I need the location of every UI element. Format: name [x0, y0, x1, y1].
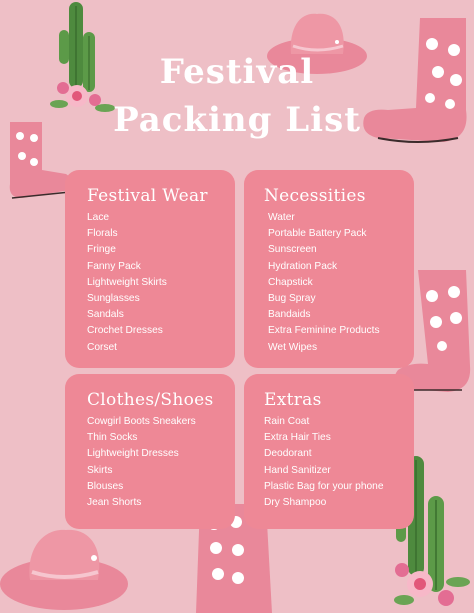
list-item: Water	[268, 212, 295, 223]
list-item: Sunscreen	[268, 244, 317, 256]
cowboy-hat-icon	[0, 520, 132, 613]
extras-list	[264, 414, 414, 511]
clothes-shoes-list	[85, 414, 235, 511]
list-item: Wet Wipes	[268, 341, 318, 353]
list-item: Skirts	[87, 464, 113, 476]
list-item: Plastic Bag for your phone	[264, 480, 384, 492]
festival-wear-heading: Festival Wear	[87, 186, 208, 206]
page-title-line2: Packing List	[113, 100, 361, 140]
list-item: Dry Shampoo	[264, 496, 327, 508]
list-item: Jean Shorts	[87, 496, 142, 508]
list-item: Thin Socks	[87, 432, 138, 444]
necessities-list	[264, 210, 414, 356]
list-item: Deodorant	[264, 448, 312, 460]
extras-heading: Extras	[264, 390, 322, 410]
necessities-heading: Necessities	[264, 186, 366, 206]
page-title-line1: Festival	[159, 52, 315, 92]
list-item: Crochet Dresses	[87, 325, 163, 337]
list-item: Chapstick	[268, 276, 313, 288]
list-item: Hand Sanitizer	[264, 464, 331, 476]
list-item: Fringe	[87, 244, 116, 256]
list-item: Sandals	[87, 309, 124, 321]
extras-card	[244, 374, 414, 529]
list-item: Bug Spray	[268, 292, 316, 304]
list-item: Hydration Pack	[268, 260, 338, 272]
list-item: Lightweight Dresses	[87, 448, 179, 460]
list-item: Sunglasses	[87, 292, 140, 304]
clothes-shoes-heading: Clothes/Shoes	[87, 390, 214, 410]
list-item: Blouses	[87, 480, 124, 492]
list-item: Lightweight Skirts	[87, 276, 167, 288]
necessities-card	[244, 170, 414, 368]
list-item: Fanny Pack	[87, 260, 141, 272]
list-item: Bandaids	[268, 309, 311, 321]
list-item: Cowgirl Boots Sneakers	[87, 416, 196, 427]
list-item: Rain Coat	[264, 416, 310, 427]
list-item: Extra Hair Ties	[264, 432, 331, 444]
list-item: Corset	[87, 341, 118, 353]
list-item: Florals	[87, 228, 118, 240]
list-item: Portable Battery Pack	[268, 228, 367, 240]
festival-wear-card	[65, 170, 235, 368]
list-item: Extra Feminine Products	[268, 325, 380, 337]
festival-wear-list	[85, 210, 235, 356]
clothes-shoes-card	[65, 374, 235, 529]
list-item: Lace	[87, 212, 110, 223]
